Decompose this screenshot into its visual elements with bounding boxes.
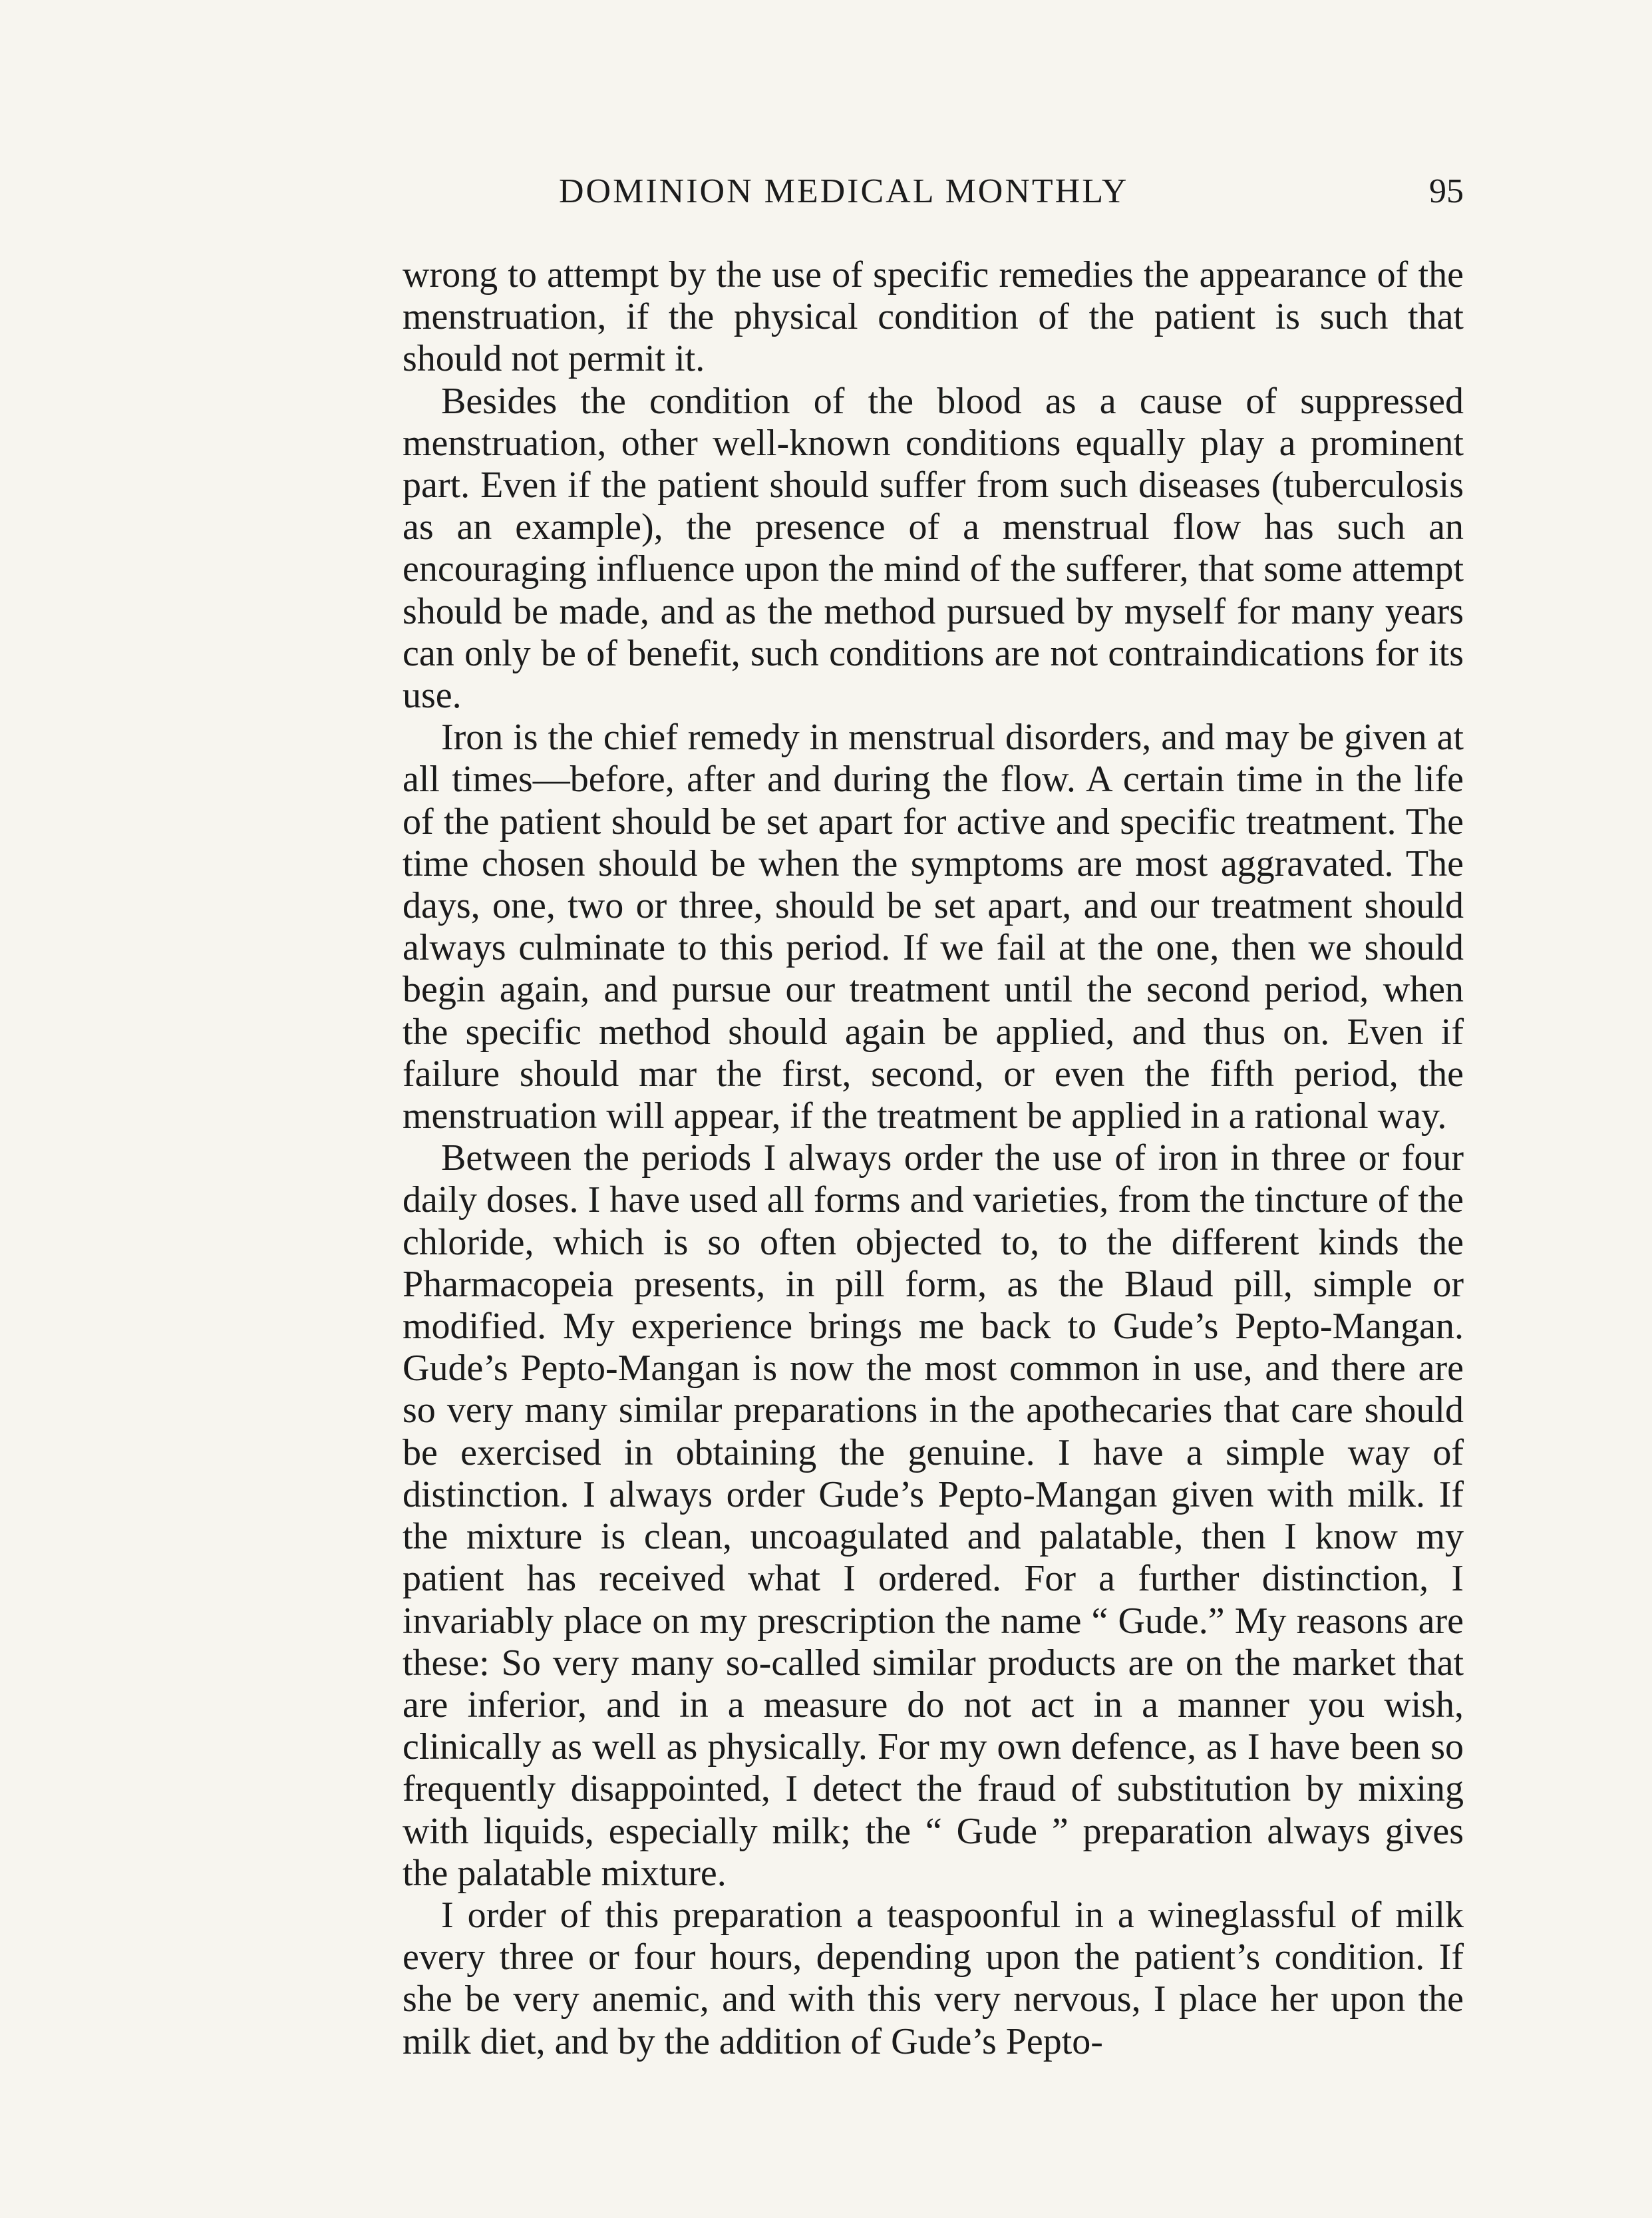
paragraph-suppressed-menstruation: Besides the condition of the blood as a cause of suppressed menstruation, other well-known conditions equally play a prominent part. Even if the patient should suffer from such diseases (tuberculosis as an example), the presence of a menstrual flow has such an encouraging influence upon the mind of the sufferer, that some attempt should be made, and as the method pursued by myself for many years can only be of benefit, such conditions are not contraindications for its use.	[403, 380, 1464, 717]
page-number: 95	[1429, 172, 1464, 210]
paragraph-iron-remedy: Iron is the chief remedy in menstrual disorders, and may be given at all times—before, after and during the flow. A certain time in the life of the patient should be set apart for active and specific treatment. The time chosen should be when the symptoms are most aggravated. The days, one, two or three, should be set apart, and our treatment should always culminate to this period. If we fail at the one, then we should begin again, and pursue our treatment until the second period, when the specific method should again be applied, and thus on. Even if failure should mar the first, second, or even the fifth period, the menstruation will appear, if the treatment be applied in a rational way.	[403, 717, 1464, 1137]
page-header	[403, 172, 1464, 218]
paragraph-dosage: I order of this preparation a teaspoonful in a wineglassful of milk every three or four hours, depending upon the patient’s condition. If she be very anemic, and with this very nervous, I place her upon the milk diet, and by the addition of Gude’s Pepto-	[403, 1894, 1464, 2062]
page-body	[403, 254, 1464, 2063]
running-head: DOMINION MEDICAL MONTHLY	[559, 172, 1129, 210]
paragraph-continued: wrong to attempt by the use of specific remedies the appearance of the menstruation, if the physical condition of the patient is such that should not permit it.	[403, 254, 1464, 380]
paragraph-between-periods: Between the periods I always order the use of iron in three or four daily doses. I have used all forms and varieties, from the tincture of the chloride, which is so often objected to, to the different kinds the Pharmacopeia presents, in pill form, as the Blaud pill, simple or modified. My experience brings me back to Gude’s Pepto-Mangan. Gude’s Pepto-Mangan is now the most common in use, and there are so very many similar preparations in the apothecaries that care should be exercised in obtaining the genuine. I have a simple way of distinction. I always order Gude’s Pepto-Mangan given with milk. If the mixture is clean, uncoagulated and palatable, then I know my patient has received what I ordered. For a further distinction, I invariably place on my prescription the name “ Gude.” My reasons are these: So very many so-called similar products are on the market that are inferior, and in a measure do not act in a manner you wish, clinically as well as physically. For my own defence, as I have been so frequently disappointed, I detect the fraud of substitution by mixing with liquids, especially milk; the “ Gude ” preparation always gives the palatable mixture.	[403, 1137, 1464, 1894]
